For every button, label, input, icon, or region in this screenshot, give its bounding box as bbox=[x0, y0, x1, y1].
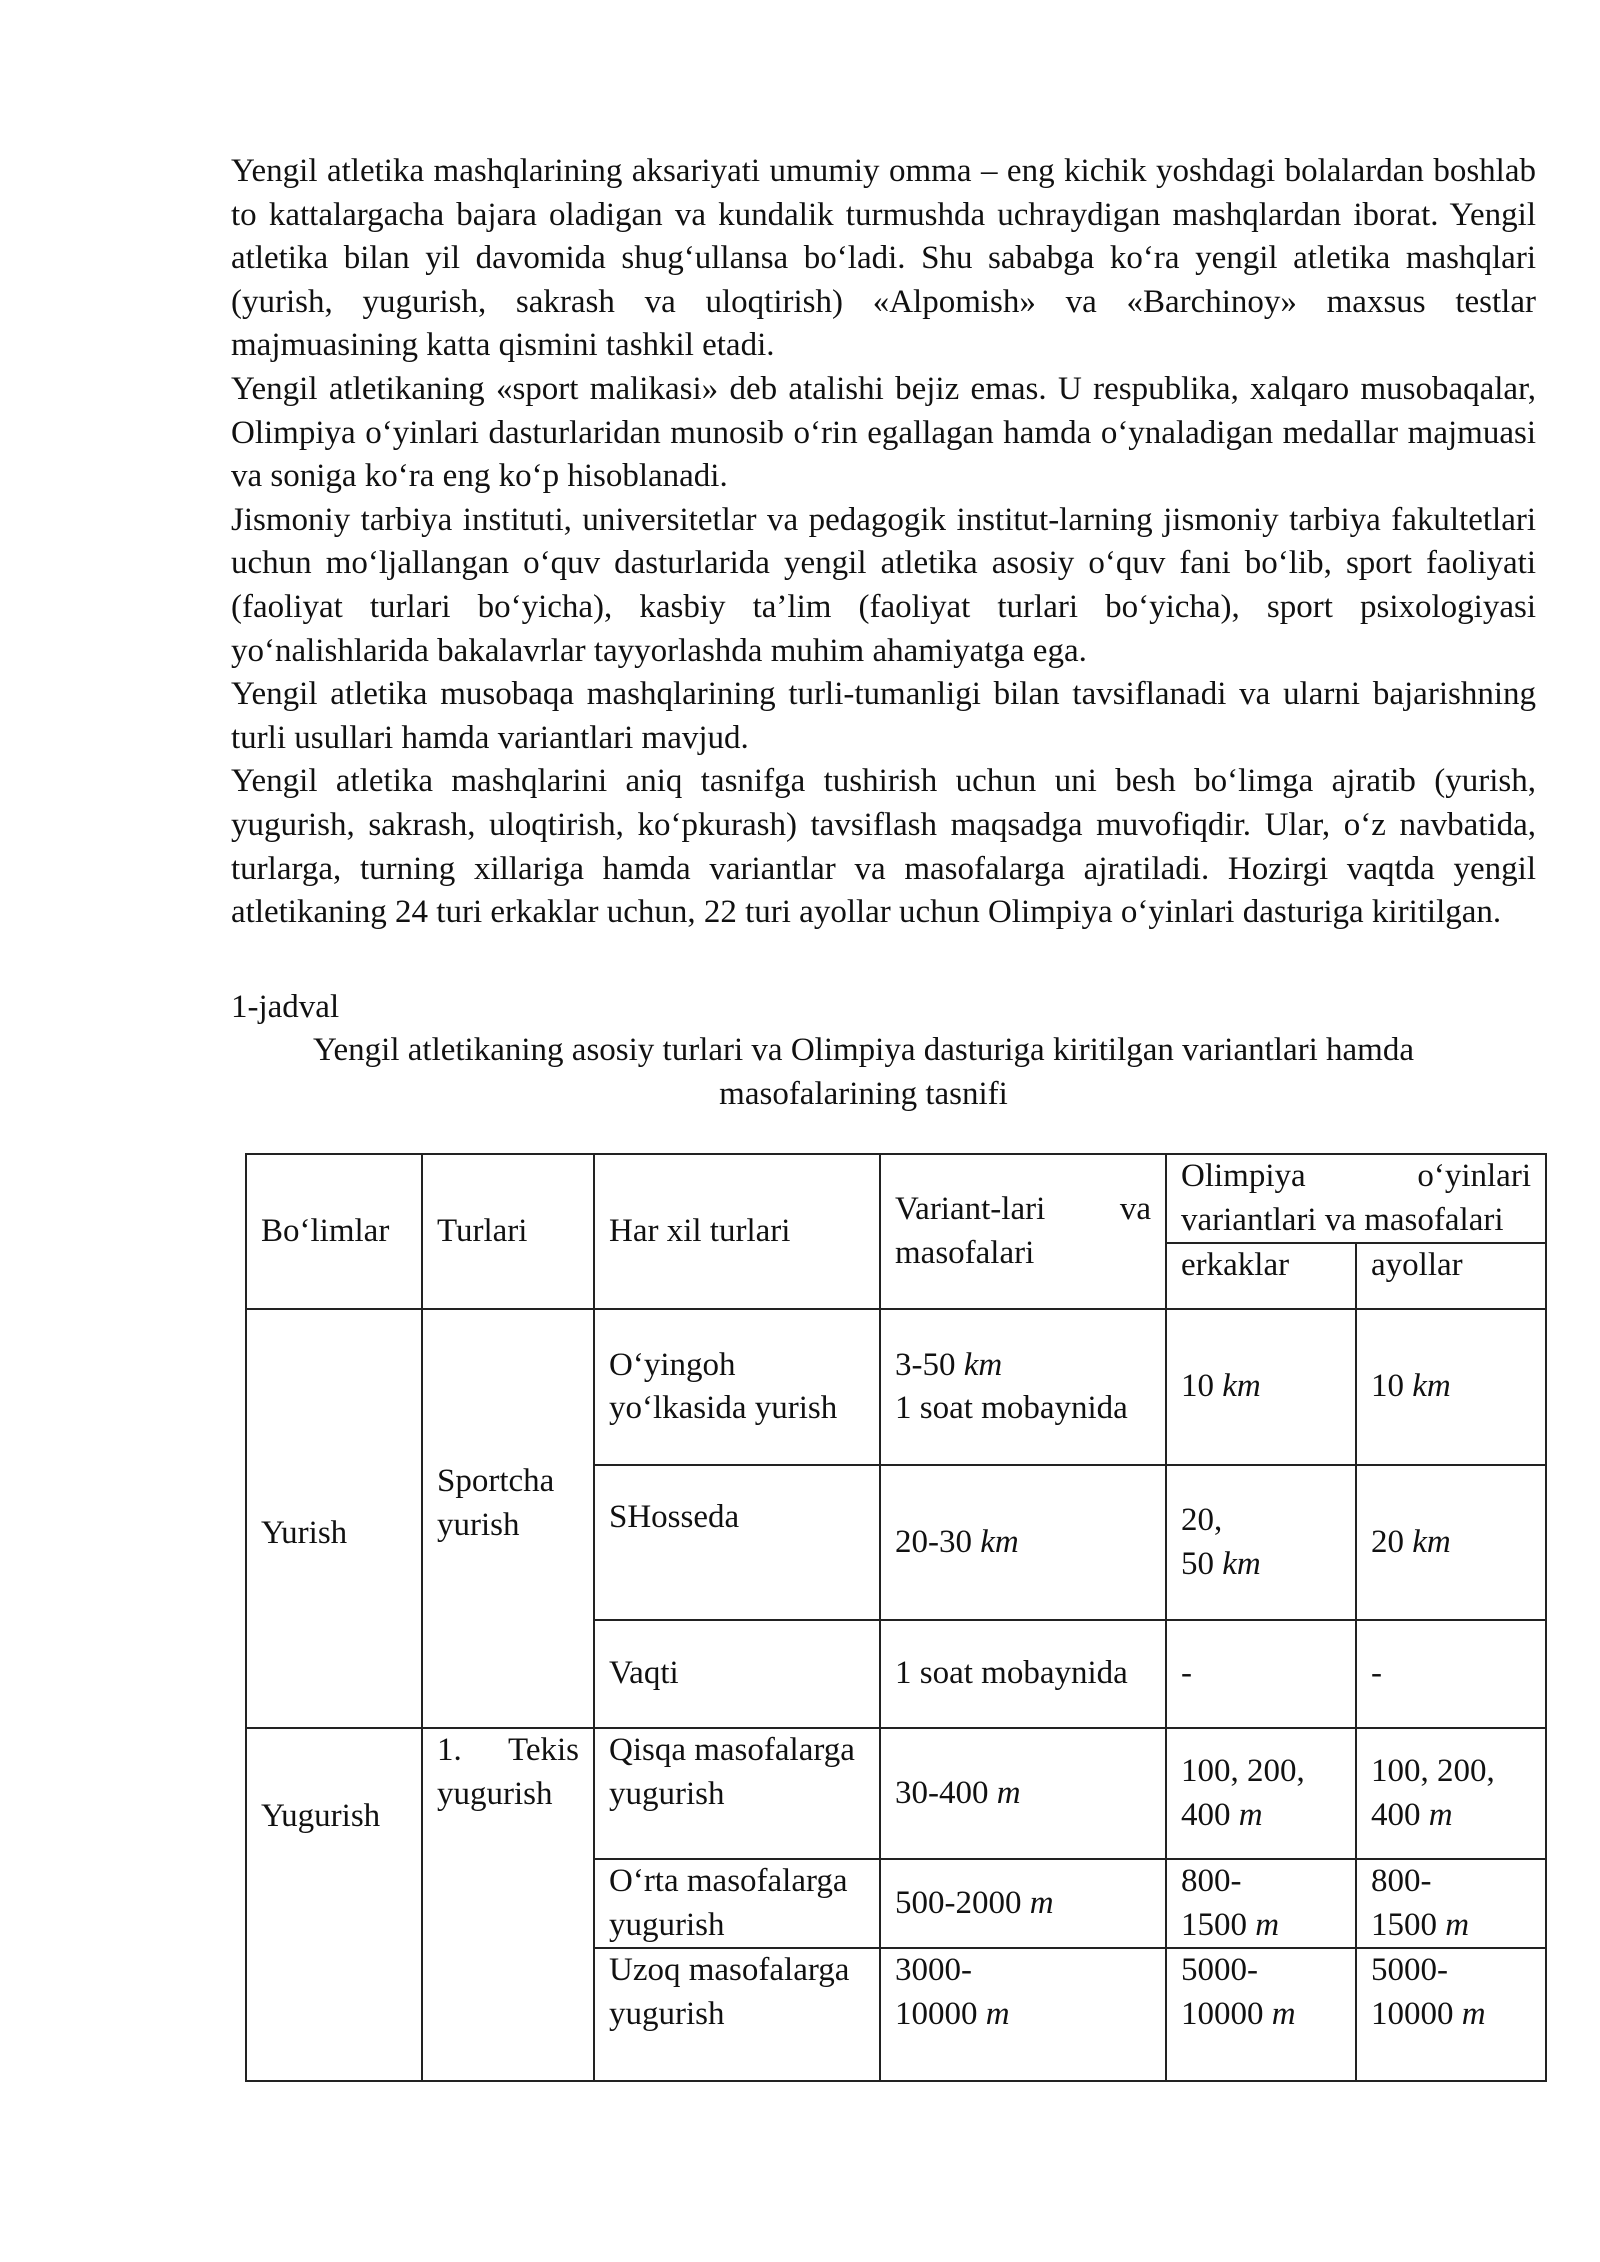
header-kinds: Har xil turlari bbox=[594, 1154, 880, 1309]
header-women: ayollar bbox=[1356, 1243, 1546, 1309]
variant-short: 30-400 m bbox=[880, 1728, 1166, 1859]
men-road: 20, 50 km bbox=[1166, 1465, 1356, 1620]
women-stadium: 10 km bbox=[1356, 1309, 1546, 1465]
header-men: erkaklar bbox=[1166, 1243, 1356, 1309]
women-long: 5000- 10000 m bbox=[1356, 1948, 1546, 2081]
variant-time: 1 soat mobaynida bbox=[880, 1620, 1166, 1728]
women-time: - bbox=[1356, 1620, 1546, 1728]
document-body bbox=[231, 150, 1536, 1116]
table-caption: Yengil atletikaning asosiy turlari va Olimpiya dasturiga kiritilgan variantlari hamda masofalarining tasnifi bbox=[313, 1032, 1414, 1112]
variant-road: 20-30 km bbox=[880, 1465, 1166, 1620]
women-mid: 800- 1500 m bbox=[1356, 1859, 1546, 1948]
table-row bbox=[246, 1309, 1546, 1465]
men-short: 100, 200, 400 m bbox=[1166, 1728, 1356, 1859]
kind-mid: O‘rta masofalarga yugurish bbox=[594, 1859, 880, 1948]
women-road: 20 km bbox=[1356, 1465, 1546, 1620]
men-time: - bbox=[1166, 1620, 1356, 1728]
header-types: Turlari bbox=[422, 1154, 594, 1309]
women-short: 100, 200, 400 m bbox=[1356, 1728, 1546, 1859]
men-long: 5000- 10000 m bbox=[1166, 1948, 1356, 2081]
table-row bbox=[246, 1728, 1546, 1859]
table-label: 1-jadval bbox=[231, 988, 340, 1025]
header-variants: Variant-lari va masofalari bbox=[880, 1154, 1166, 1309]
type-sportcha: Sportcha yurish bbox=[422, 1309, 594, 1728]
paragraph-2: Yengil atletikaning «sport malikasi» deb atalishi bejiz emas. U respublika, xalqaro musobaqalar, Olimpiya o‘yinlari dasturlaridan munosib o‘rin egallagan hamda o‘ynaladigan medallar majmuasi va soniga ko‘ra eng ko‘p hisoblanadi. bbox=[231, 370, 1536, 495]
variant-mid: 500-2000 m bbox=[880, 1859, 1166, 1948]
kind-stadium: O‘yingoh yo‘lkasida yurish bbox=[594, 1309, 880, 1465]
table-header-row bbox=[246, 1154, 1546, 1243]
variant-long: 3000- 10000 m bbox=[880, 1948, 1166, 2081]
header-olympic: Olimpiya o‘yinlari variantlari va masofalari bbox=[1166, 1154, 1546, 1243]
kind-road: SHosseda bbox=[594, 1465, 880, 1620]
section-yugurish: Yugurish bbox=[246, 1728, 422, 2081]
kind-long: Uzoq masofalarga yugurish bbox=[594, 1948, 880, 2081]
men-stadium: 10 km bbox=[1166, 1309, 1356, 1465]
paragraph-3: Jismoniy tarbiya instituti, universitetlar va pedagogik institut-larning jismoniy tarbiya fakultetlari uchun mo‘ljallangan o‘quv dasturlarida yengil atletika asosiy o‘quv fani bo‘lib, sport faoliyati (faoliyat turlari bo‘yicha), kasbiy ta’lim (faoliyat turlari bo‘yicha), sport psixologiyasi yo‘nalishlarida bakalavrlar tayyorlashda muhim ahamiyatga ega. bbox=[231, 501, 1536, 669]
variant-stadium: 3-50 km 1 soat mobaynida bbox=[880, 1309, 1166, 1465]
kind-time: Vaqti bbox=[594, 1620, 880, 1728]
paragraph-5: Yengil atletika mashqlarini aniq tasnifga tushirish uchun uni besh bo‘limga ajratib (yurish, yugurish, sakrash, uloqtirish, ko‘pkurash) tavsiflash maqsadga muvofiqdir. Ular, o‘z navbatida, turlarga, turning xillariga hamda variantlar va masofalarga ajratiladi. Hozirgi vaqtda yengil atletikaning 24 turi erkaklar uchun, 22 turi ayollar uchun Olimpiya o‘yinlari dasturiga kiritilgan. bbox=[231, 763, 1536, 931]
classification-table bbox=[245, 1153, 1547, 2082]
paragraph-4: Yengil atletika musobaqa mashqlarining turli-tumanligi bilan tavsiflanadi va ularni bajarishning turli usullari hamda variantlari mavjud. bbox=[231, 676, 1536, 756]
type-flat: 1. Tekis yugurish bbox=[422, 1728, 594, 2081]
men-mid: 800- 1500 m bbox=[1166, 1859, 1356, 1948]
header-sections: Bo‘limlar bbox=[246, 1154, 422, 1309]
paragraph-1: Yengil atletika mashqlarining aksariyati umumiy omma – eng kichik yoshdagi bolalardan boshlab to kattalargacha bajara oladigan va kundalik turmushda uchraydigan mashqlardan iborat. Yengil atletika bilan yil davomida shug‘ullansa bo‘ladi. Shu sababga ko‘ra yengil atletika mashqlari (yurish, yugurish, sakrash va uloqtirish) «Alpomish» va «Barchinoy» maxsus testlar majmuasining katta qismini tashkil etadi. bbox=[231, 153, 1536, 364]
kind-short: Qisqa masofalarga yugurish bbox=[594, 1728, 880, 1859]
section-yurish: Yurish bbox=[246, 1309, 422, 1728]
